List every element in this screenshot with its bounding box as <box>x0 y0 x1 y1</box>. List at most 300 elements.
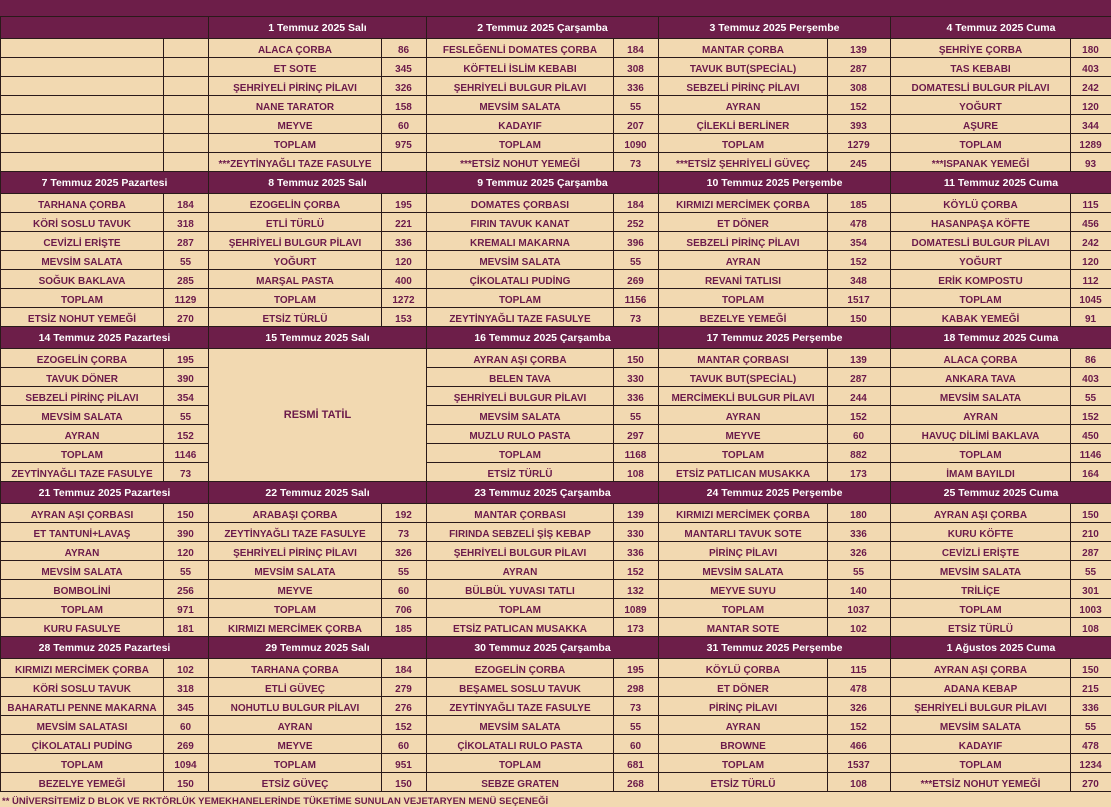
dish-calories: 256 <box>164 580 209 599</box>
dish-calories: 252 <box>614 213 659 232</box>
dish-calories: 285 <box>164 270 209 289</box>
dish-calories: 882 <box>828 444 891 463</box>
dish-calories: 73 <box>614 153 659 172</box>
dish-calories: 396 <box>614 232 659 251</box>
dish-name: KIRMIZI MERCİMEK ÇORBA <box>659 194 828 213</box>
dish-calories: 403 <box>1071 368 1111 387</box>
dish-calories: 184 <box>382 659 427 678</box>
dish-name: ÇİKOLATALI RULO PASTA <box>427 735 614 754</box>
dish-calories: 184 <box>164 194 209 213</box>
dish-name: YOĞURT <box>891 96 1071 115</box>
dish-calories: 73 <box>382 523 427 542</box>
dish-name: TAVUK BUT(SPECİAL) <box>659 58 828 77</box>
dish-calories: 181 <box>164 618 209 637</box>
dish-name: MANTARLI TAVUK SOTE <box>659 523 828 542</box>
dish-calories: 150 <box>828 308 891 327</box>
dish-name: KIRMIZI MERCİMEK ÇORBA <box>209 618 382 637</box>
dish-name: TOPLAM <box>427 444 614 463</box>
dish-calories: 287 <box>828 368 891 387</box>
dish-calories: 55 <box>164 561 209 580</box>
dish-calories: 1089 <box>614 599 659 618</box>
dish-name: ET DÖNER <box>659 678 828 697</box>
dish-name: AYRAN <box>427 561 614 580</box>
dish-name: YOĞURT <box>209 251 382 270</box>
dish-name: ETSİZ PATLICAN MUSAKKA <box>427 618 614 637</box>
dish-calories: 336 <box>382 232 427 251</box>
dish-calories: 195 <box>164 349 209 368</box>
dish-name: TAVUK BUT(SPECİAL) <box>659 368 828 387</box>
monthly-menu-table <box>0 16 1111 792</box>
dish-name: ETSİZ TÜRLÜ <box>891 618 1071 637</box>
dish-calories: 158 <box>382 96 427 115</box>
dish-name <box>1 96 164 115</box>
dish-name: PİRİNÇ PİLAVI <box>659 542 828 561</box>
dish-calories: 242 <box>1071 232 1111 251</box>
day-header: 8 Temmuz 2025 Salı <box>209 172 427 194</box>
dish-name: TOPLAM <box>1 754 164 773</box>
dish-name: KURU KÖFTE <box>891 523 1071 542</box>
dish-name: KURU FASULYE <box>1 618 164 637</box>
dish-name: PİRİNÇ PİLAVI <box>659 697 828 716</box>
dish-row <box>1 368 1111 387</box>
dish-calories: 287 <box>1071 542 1111 561</box>
dish-name: MANTAR ÇORBASI <box>659 349 828 368</box>
dish-name: AYRAN <box>659 96 828 115</box>
dish-calories: 112 <box>1071 270 1111 289</box>
dish-name: MEVSİM SALATA <box>891 387 1071 406</box>
dish-calories: 221 <box>382 213 427 232</box>
dish-calories: 132 <box>614 580 659 599</box>
dish-name: ***ISPANAK YEMEĞİ <box>891 153 1071 172</box>
dish-calories: 60 <box>382 580 427 599</box>
dish-name: MEVSİM SALATA <box>891 716 1071 735</box>
dish-name: ANKARA TAVA <box>891 368 1071 387</box>
dish-calories: 195 <box>382 194 427 213</box>
dish-row <box>1 270 1111 289</box>
dish-name: ERİK KOMPOSTU <box>891 270 1071 289</box>
dish-calories: 326 <box>828 697 891 716</box>
dish-calories: 1156 <box>614 289 659 308</box>
dish-name: ETSİZ TÜRLÜ <box>209 308 382 327</box>
dish-calories: 91 <box>1071 308 1111 327</box>
dish-name: BEŞAMEL SOSLU TAVUK <box>427 678 614 697</box>
dish-calories: 207 <box>614 115 659 134</box>
dish-row <box>1 716 1111 735</box>
dish-row <box>1 251 1111 270</box>
dish-name: MEYVE <box>209 735 382 754</box>
dish-name: ŞEHRİYELİ BULGUR PİLAVI <box>427 77 614 96</box>
dish-name: BELEN TAVA <box>427 368 614 387</box>
dish-name: ÇİLEKLİ BERLİNER <box>659 115 828 134</box>
dish-name: ŞEHRİYELİ BULGUR PİLAVI <box>427 542 614 561</box>
day-header: 25 Temmuz 2025 Cuma <box>891 482 1111 504</box>
dish-calories: 115 <box>828 659 891 678</box>
dish-name: ETLİ GÜVEÇ <box>209 678 382 697</box>
dish-calories <box>164 39 209 58</box>
dish-name: SEBZE GRATEN <box>427 773 614 792</box>
dish-calories: 185 <box>382 618 427 637</box>
dish-calories: 173 <box>828 463 891 482</box>
dish-name: AYRAN AŞI ÇORBASI <box>1 504 164 523</box>
dish-calories: 390 <box>164 523 209 542</box>
dish-calories: 210 <box>1071 523 1111 542</box>
dish-calories: 348 <box>828 270 891 289</box>
dish-name: HAVUÇ DİLİMİ BAKLAVA <box>891 425 1071 444</box>
dish-name: ŞEHRİYE ÇORBA <box>891 39 1071 58</box>
dish-calories: 108 <box>828 773 891 792</box>
dish-calories: 326 <box>382 542 427 561</box>
dish-name: KÖRİ SOSLU TAVUK <box>1 678 164 697</box>
dish-row <box>1 308 1111 327</box>
day-header: 11 Temmuz 2025 Cuma <box>891 172 1111 194</box>
dish-name: NANE TARATOR <box>209 96 382 115</box>
dish-name: ŞEHRİYELİ BULGUR PİLAVI <box>891 697 1071 716</box>
dish-calories: 336 <box>828 523 891 542</box>
dish-calories: 55 <box>1071 561 1111 580</box>
dish-name: ETSİZ PATLICAN MUSAKKA <box>659 463 828 482</box>
dish-calories: 73 <box>614 308 659 327</box>
dish-calories: 115 <box>1071 194 1111 213</box>
dish-name: TOPLAM <box>659 134 828 153</box>
dish-name: BEZELYE YEMEĞİ <box>1 773 164 792</box>
dish-calories: 152 <box>828 96 891 115</box>
dish-name: KREMALI MAKARNA <box>427 232 614 251</box>
dish-calories: 681 <box>614 754 659 773</box>
dish-calories: 478 <box>1071 735 1111 754</box>
dish-calories: 336 <box>614 387 659 406</box>
dish-calories: 354 <box>828 232 891 251</box>
dish-name: TAVUK DÖNER <box>1 368 164 387</box>
dish-calories: 60 <box>382 115 427 134</box>
dish-name: İMAM BAYILDI <box>891 463 1071 482</box>
dish-name: EZOGELİN ÇORBA <box>1 349 164 368</box>
day-header: 7 Temmuz 2025 Pazartesi <box>1 172 209 194</box>
dish-name: ***ETSİZ NOHUT YEMEĞİ <box>891 773 1071 792</box>
dish-calories: 269 <box>164 735 209 754</box>
day-header: 10 Temmuz 2025 Perşembe <box>659 172 891 194</box>
dish-name: MEVSİM SALATA <box>427 716 614 735</box>
dish-row <box>1 580 1111 599</box>
dish-calories: 336 <box>1071 697 1111 716</box>
week-header-row <box>1 17 1111 39</box>
dish-calories: 301 <box>1071 580 1111 599</box>
dish-row <box>1 96 1111 115</box>
dish-calories: 1094 <box>164 754 209 773</box>
day-header: 1 Temmuz 2025 Salı <box>209 17 427 39</box>
day-header: 29 Temmuz 2025 Salı <box>209 637 427 659</box>
dish-calories: 276 <box>382 697 427 716</box>
week-header-row <box>1 482 1111 504</box>
dish-name: MEYVE <box>209 115 382 134</box>
dish-calories: 152 <box>164 425 209 444</box>
dish-calories: 1146 <box>1071 444 1111 463</box>
dish-calories: 466 <box>828 735 891 754</box>
dish-calories: 164 <box>1071 463 1111 482</box>
dish-name: KÖYLÜ ÇORBA <box>891 194 1071 213</box>
dish-calories: 1289 <box>1071 134 1111 153</box>
dish-calories: 55 <box>164 406 209 425</box>
dish-name: TARHANA ÇORBA <box>1 194 164 213</box>
dish-row <box>1 115 1111 134</box>
dish-calories: 139 <box>614 504 659 523</box>
dish-name: AYRAN AŞI ÇORBA <box>891 659 1071 678</box>
dish-row <box>1 697 1111 716</box>
dish-calories: 185 <box>828 194 891 213</box>
dish-name: ETSİZ NOHUT YEMEĞİ <box>1 308 164 327</box>
dish-name: ET TANTUNİ+LAVAŞ <box>1 523 164 542</box>
dish-calories: 308 <box>828 77 891 96</box>
dish-name: AYRAN <box>209 716 382 735</box>
dish-calories: 102 <box>828 618 891 637</box>
dish-row <box>1 618 1111 637</box>
dish-row <box>1 425 1111 444</box>
dish-name: TOPLAM <box>891 754 1071 773</box>
dish-name: ETSİZ TÜRLÜ <box>427 463 614 482</box>
holiday-cell: RESMİ TATİL <box>209 349 427 482</box>
dish-name: ZEYTİNYAĞLI TAZE FASULYE <box>1 463 164 482</box>
dish-calories: 971 <box>164 599 209 618</box>
dish-name: SEBZELİ PİRİNÇ PİLAVI <box>659 77 828 96</box>
vegetarian-footnote: ** ÜNİVERSİTEMİZ D BLOK VE RKTÖRLÜK YEMEKHANELERİNDE TÜKETİME SUNULAN VEJETARYEN MENÜ SEÇENEĞİ <box>0 792 1111 807</box>
dish-calories: 173 <box>614 618 659 637</box>
dish-calories: 60 <box>382 735 427 754</box>
dish-calories: 150 <box>164 504 209 523</box>
day-header: 21 Temmuz 2025 Pazartesi <box>1 482 209 504</box>
dish-calories: 180 <box>828 504 891 523</box>
dish-calories <box>382 153 427 172</box>
dish-row <box>1 289 1111 308</box>
dish-row <box>1 77 1111 96</box>
dish-calories <box>164 153 209 172</box>
dish-name: ***ETSİZ NOHUT YEMEĞİ <box>427 153 614 172</box>
dish-name: TOPLAM <box>209 134 382 153</box>
day-header: 31 Temmuz 2025 Perşembe <box>659 637 891 659</box>
dish-name: KABAK YEMEĞİ <box>891 308 1071 327</box>
top-banner <box>0 0 1111 16</box>
dish-calories: 55 <box>614 96 659 115</box>
dish-calories: 345 <box>164 697 209 716</box>
dish-row <box>1 444 1111 463</box>
dish-name: KIRMIZI MERCİMEK ÇORBA <box>659 504 828 523</box>
dish-calories: 298 <box>614 678 659 697</box>
dish-name: ET SOTE <box>209 58 382 77</box>
dish-row <box>1 735 1111 754</box>
dish-name: MEVSİM SALATA <box>659 561 828 580</box>
dish-calories: 269 <box>614 270 659 289</box>
dish-name: KÖRİ SOSLU TAVUK <box>1 213 164 232</box>
week-header-row <box>1 172 1111 194</box>
dish-name: DOMATESLİ BULGUR PİLAVI <box>891 77 1071 96</box>
dish-name: ZEYTİNYAĞLI TAZE FASULYE <box>427 697 614 716</box>
week-header-row <box>1 327 1111 349</box>
dish-calories <box>164 96 209 115</box>
dish-calories: 336 <box>614 77 659 96</box>
dish-name: KADAYIF <box>891 735 1071 754</box>
dish-calories: 60 <box>614 735 659 754</box>
dish-row <box>1 561 1111 580</box>
dish-name: TOPLAM <box>209 754 382 773</box>
dish-calories: 150 <box>164 773 209 792</box>
dish-calories: 1517 <box>828 289 891 308</box>
dish-name: ŞEHRİYELİ PİRİNÇ PİLAVI <box>209 77 382 96</box>
dish-name: TARHANA ÇORBA <box>209 659 382 678</box>
dish-name: TOPLAM <box>427 134 614 153</box>
dish-calories <box>164 58 209 77</box>
dish-name: CEVİZLİ ERİŞTE <box>1 232 164 251</box>
dish-name: MEVSİM SALATA <box>209 561 382 580</box>
dish-calories: 244 <box>828 387 891 406</box>
dish-calories: 1045 <box>1071 289 1111 308</box>
day-header <box>1 17 209 39</box>
dish-calories: 140 <box>828 580 891 599</box>
dish-name: TOPLAM <box>1 289 164 308</box>
dish-row <box>1 58 1111 77</box>
dish-name: ***ZEYTİNYAĞLI TAZE FASULYE <box>209 153 382 172</box>
dish-name: FIRINDA SEBZELİ ŞİŞ KEBAP <box>427 523 614 542</box>
dish-name: AŞURE <box>891 115 1071 134</box>
dish-name: MEVSİM SALATA <box>1 251 164 270</box>
dish-calories: 242 <box>1071 77 1111 96</box>
dish-name: AYRAN AŞI ÇORBA <box>891 504 1071 523</box>
dish-row <box>1 463 1111 482</box>
dish-name: ALACA ÇORBA <box>891 349 1071 368</box>
dish-calories: 150 <box>1071 504 1111 523</box>
dish-name <box>1 153 164 172</box>
dish-name: ZEYTİNYAĞLI TAZE FASULYE <box>427 308 614 327</box>
dish-calories: 318 <box>164 678 209 697</box>
dish-calories: 330 <box>614 368 659 387</box>
dish-name: ÇİKOLATALI PUDİNG <box>1 735 164 754</box>
day-header: 16 Temmuz 2025 Çarşamba <box>427 327 659 349</box>
dish-name: MERCİMEKLİ BULGUR PİLAVI <box>659 387 828 406</box>
dish-calories: 344 <box>1071 115 1111 134</box>
day-header: 1 Ağustos 2025 Cuma <box>891 637 1111 659</box>
dish-name: EZOGELİN ÇORBA <box>427 659 614 678</box>
dish-name: MEVSİM SALATA <box>1 406 164 425</box>
day-header: 18 Temmuz 2025 Cuma <box>891 327 1111 349</box>
day-header: 17 Temmuz 2025 Perşembe <box>659 327 891 349</box>
dish-name: KÖFTELİ İSLİM KEBABI <box>427 58 614 77</box>
dish-row <box>1 773 1111 792</box>
dish-name: BOMBOLİNİ <box>1 580 164 599</box>
dish-calories: 108 <box>1071 618 1111 637</box>
dish-name: MUZLU RULO PASTA <box>427 425 614 444</box>
dish-calories: 287 <box>164 232 209 251</box>
day-header: 14 Temmuz 2025 Pazartesi <box>1 327 209 349</box>
dish-calories: 1090 <box>614 134 659 153</box>
dish-row <box>1 754 1111 773</box>
dish-row <box>1 678 1111 697</box>
dish-calories: 150 <box>382 773 427 792</box>
dish-calories: 1003 <box>1071 599 1111 618</box>
dish-calories: 245 <box>828 153 891 172</box>
dish-calories: 120 <box>164 542 209 561</box>
dish-calories: 86 <box>382 39 427 58</box>
dish-calories: 270 <box>1071 773 1111 792</box>
dish-row <box>1 523 1111 542</box>
dish-name: AYRAN <box>891 406 1071 425</box>
dish-calories: 297 <box>614 425 659 444</box>
dish-name: MARŞAL PASTA <box>209 270 382 289</box>
dish-name: AYRAN <box>1 425 164 444</box>
dish-name: MEVSİM SALATA <box>891 561 1071 580</box>
day-header: 3 Temmuz 2025 Perşembe <box>659 17 891 39</box>
dish-calories <box>164 134 209 153</box>
dish-row <box>1 349 1111 368</box>
dish-calories: 308 <box>614 58 659 77</box>
dish-calories: 336 <box>614 542 659 561</box>
dish-name: TOPLAM <box>891 444 1071 463</box>
dish-name: MANTAR ÇORBASI <box>427 504 614 523</box>
dish-row <box>1 153 1111 172</box>
dish-name: SOĞUK BAKLAVA <box>1 270 164 289</box>
dish-calories: 1272 <box>382 289 427 308</box>
dish-calories: 152 <box>1071 406 1111 425</box>
dish-name: ŞEHRİYELİ BULGUR PİLAVI <box>427 387 614 406</box>
dish-calories: 108 <box>614 463 659 482</box>
dish-name <box>1 115 164 134</box>
dish-name: ŞEHRİYELİ BULGUR PİLAVI <box>209 232 382 251</box>
dish-name: DOMATESLİ BULGUR PİLAVI <box>891 232 1071 251</box>
dish-calories: 354 <box>164 387 209 406</box>
dish-name: ARABAŞI ÇORBA <box>209 504 382 523</box>
dish-name: DOMATES ÇORBASI <box>427 194 614 213</box>
dish-name: SEBZELİ PİRİNÇ PİLAVI <box>659 232 828 251</box>
dish-calories: 215 <box>1071 678 1111 697</box>
dish-name: ALACA ÇORBA <box>209 39 382 58</box>
dish-name: ŞEHRİYELİ PİRİNÇ PİLAVI <box>209 542 382 561</box>
dish-name: TOPLAM <box>659 599 828 618</box>
dish-name: ***ETSİZ ŞEHRİYELİ GÜVEÇ <box>659 153 828 172</box>
dish-name: MEYVE <box>659 425 828 444</box>
dish-name: BROWNE <box>659 735 828 754</box>
dish-name: TOPLAM <box>891 599 1071 618</box>
dish-calories: 120 <box>1071 251 1111 270</box>
dish-name: AYRAN <box>659 716 828 735</box>
dish-name: MEVSİM SALATASI <box>1 716 164 735</box>
dish-calories: 60 <box>164 716 209 735</box>
dish-row <box>1 134 1111 153</box>
dish-calories: 86 <box>1071 349 1111 368</box>
day-header: 2 Temmuz 2025 Çarşamba <box>427 17 659 39</box>
dish-calories: 73 <box>164 463 209 482</box>
dish-calories: 184 <box>614 39 659 58</box>
dish-name: YOĞURT <box>891 251 1071 270</box>
dish-name: AYRAN <box>659 406 828 425</box>
dish-name <box>1 39 164 58</box>
dish-name <box>1 134 164 153</box>
dish-name: EZOGELİN ÇORBA <box>209 194 382 213</box>
dish-name: SEBZELİ PİRİNÇ PİLAVI <box>1 387 164 406</box>
dish-name: FESLEĞENLİ DOMATES ÇORBA <box>427 39 614 58</box>
dish-calories: 1168 <box>614 444 659 463</box>
dish-name: ET DÖNER <box>659 213 828 232</box>
dish-calories: 478 <box>828 678 891 697</box>
dish-calories: 1537 <box>828 754 891 773</box>
dish-calories: 152 <box>828 716 891 735</box>
dish-calories: 456 <box>1071 213 1111 232</box>
dish-name: MANTAR SOTE <box>659 618 828 637</box>
dish-name: AYRAN <box>1 542 164 561</box>
dish-calories: 1129 <box>164 289 209 308</box>
dish-name: TOPLAM <box>209 599 382 618</box>
dish-row <box>1 542 1111 561</box>
dish-calories: 55 <box>1071 387 1111 406</box>
day-header: 22 Temmuz 2025 Salı <box>209 482 427 504</box>
dish-name: TOPLAM <box>891 289 1071 308</box>
dish-calories: 192 <box>382 504 427 523</box>
dish-calories: 152 <box>828 406 891 425</box>
